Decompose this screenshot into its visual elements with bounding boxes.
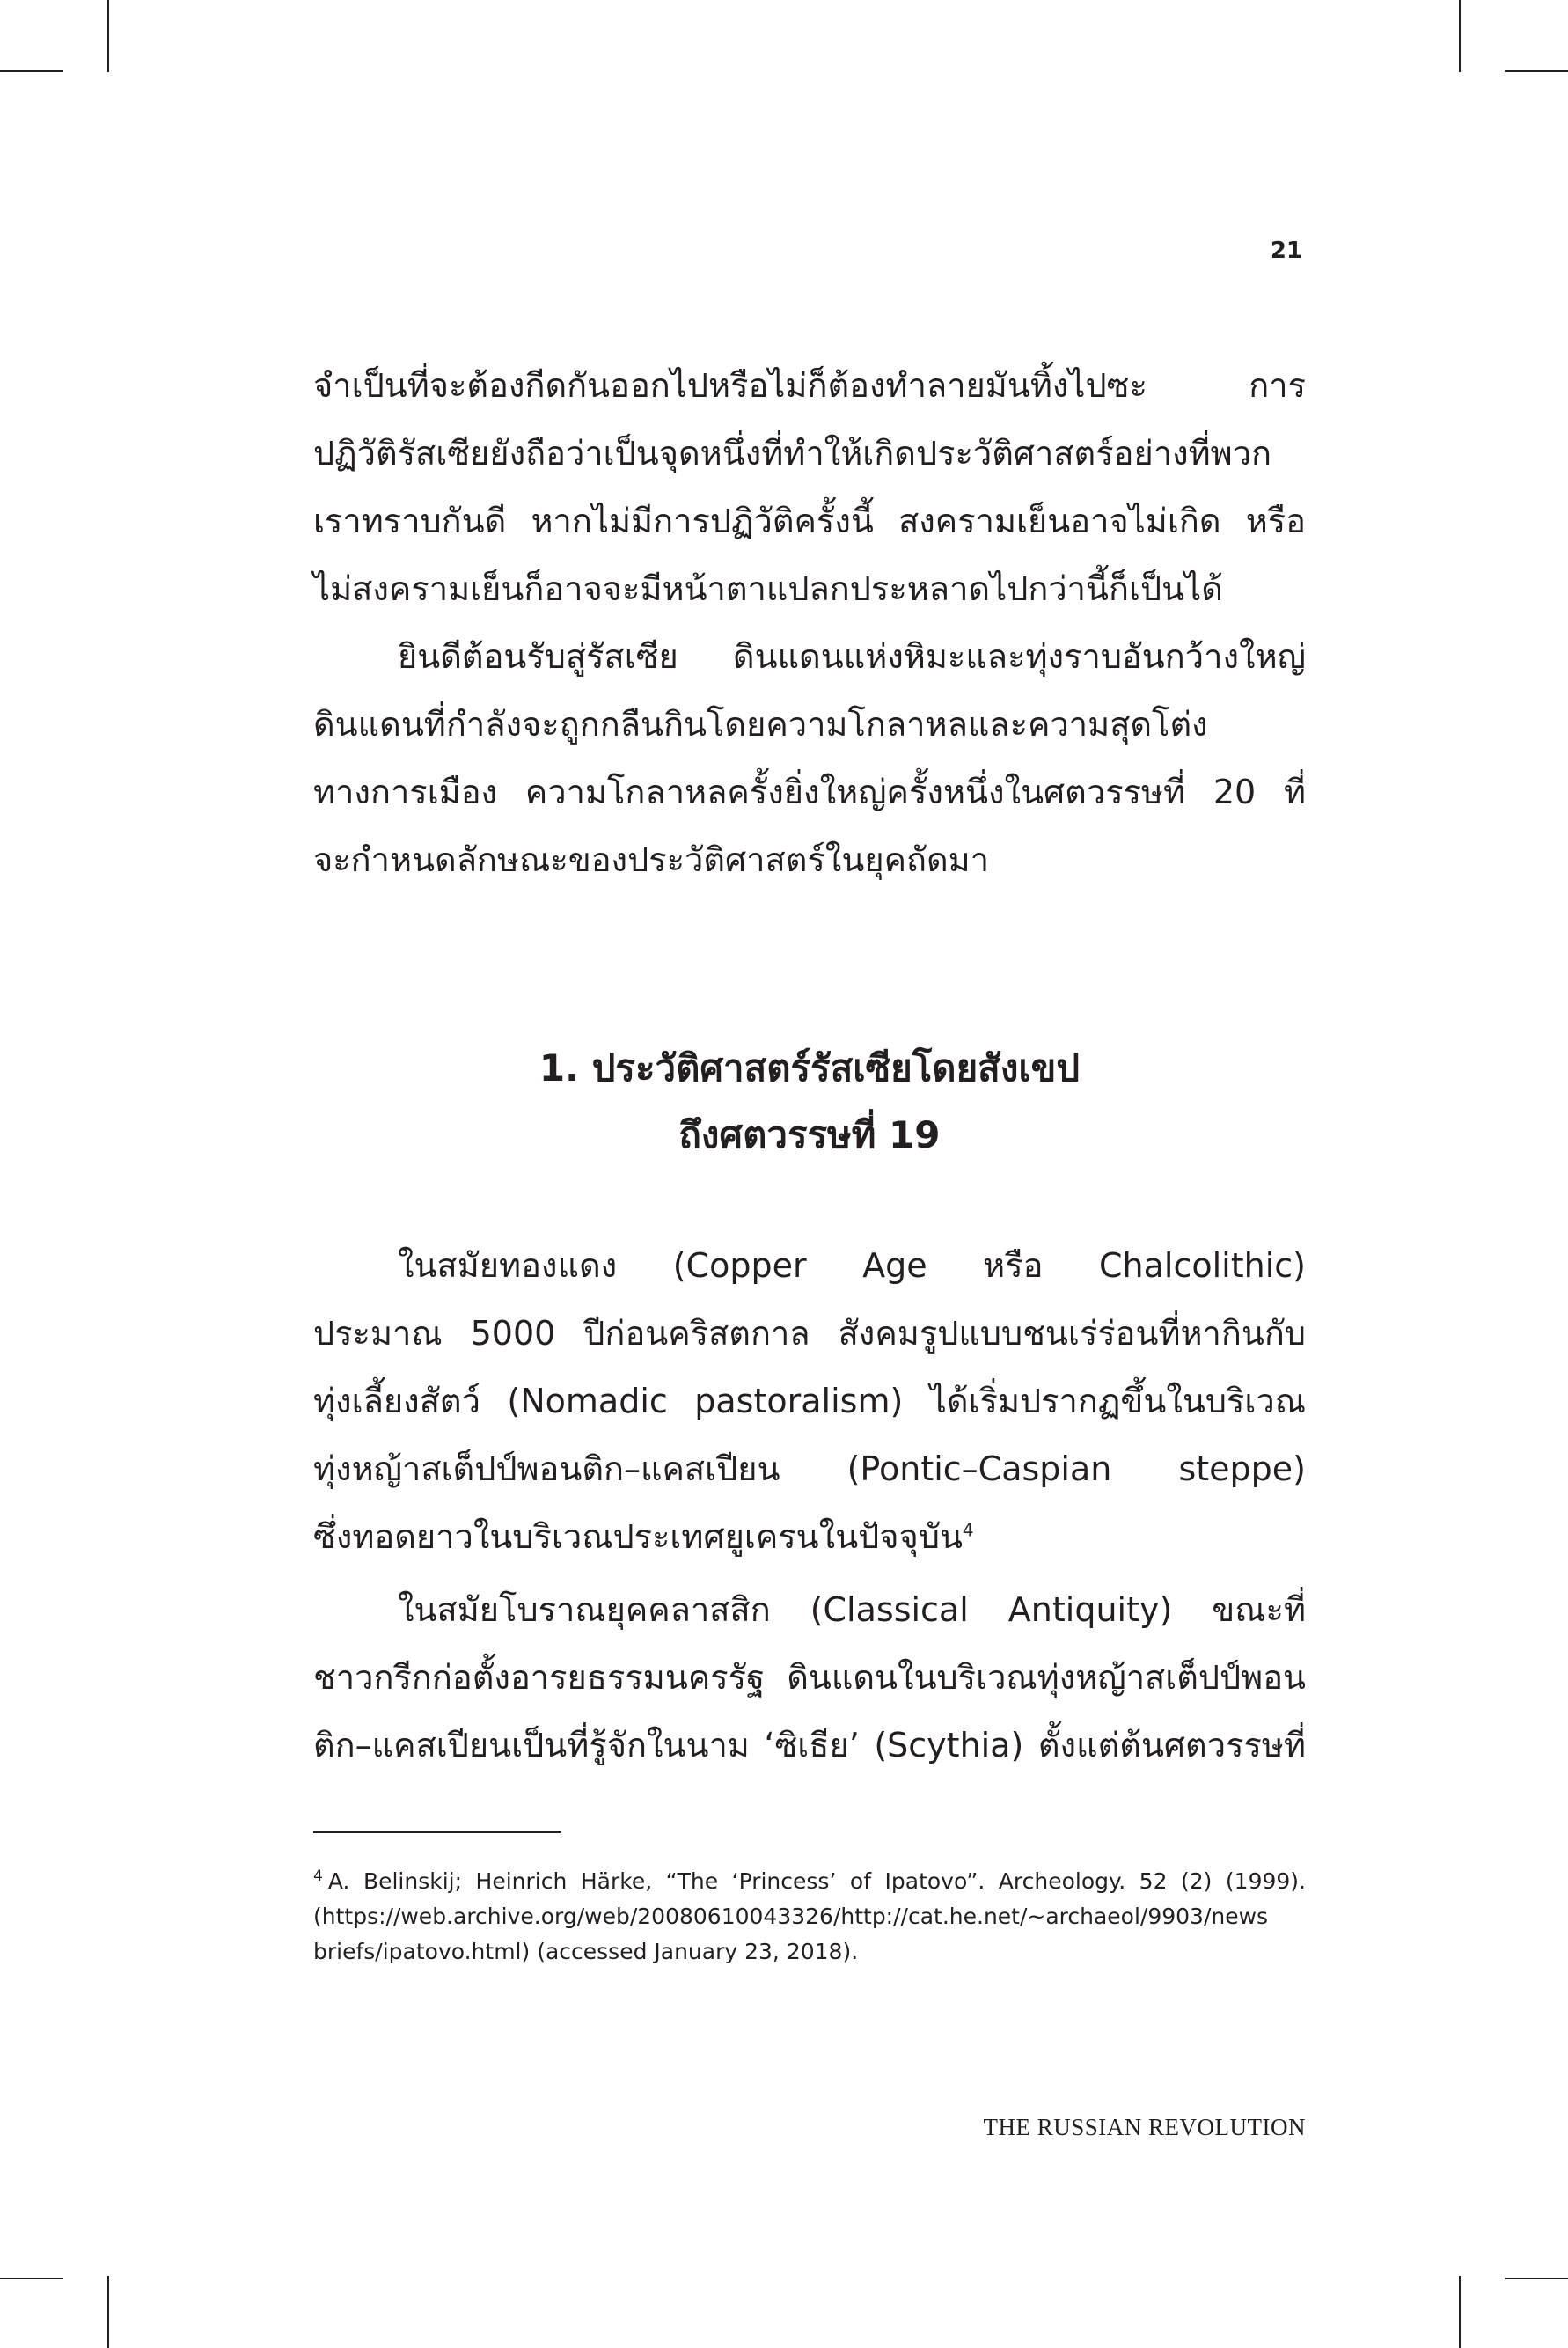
text-line-with-footnote — [313, 1515, 1306, 1558]
crop-mark — [1505, 70, 1568, 72]
footnote-reference: 4 — [962, 1519, 974, 1541]
text-line: ยินดีต้อนรับสู่รัสเซีย ดินแดนแห่งหิมะและทุ่งราบอันกว้างใหญ่ — [398, 637, 1306, 676]
text-line: ชาวกรีกก่อตั้งอารยธรรมนครรัฐ ดินแดนในบริเวณทุ่งหญ้าสเต็ปป์พอน — [313, 1658, 1306, 1697]
footnote-line — [313, 1867, 1306, 1896]
section-heading-line2: ถึงศตวรรษที่ 19 — [678, 1113, 941, 1156]
text-line: ไม่สงครามเย็นก็อาจจะมีหน้าตาแปลกประหลาดไปกว่านี้ก็เป็นได้ — [313, 569, 1223, 608]
crop-mark — [1459, 0, 1461, 72]
crop-mark — [107, 0, 109, 72]
text-line: ในสมัยโบราณยุคคลาสสิก (Classical Antiquity) ขณะที่ — [398, 1590, 1306, 1629]
footnote-marker: 4 — [313, 1867, 323, 1885]
section-heading-line1: 1. ประวัติศาสตร์รัสเซียโดยสังเขป — [539, 1046, 1081, 1090]
crop-mark — [1459, 2276, 1461, 2348]
footnote-text: A. Belinskij; Heinrich Härke, “The ‘Princess’ of Ipatovo”. Archeology. 52 (2) (1999). — [327, 1868, 1306, 1894]
footnote-line: (https://web.archive.org/web/20080610043326/http://cat.he.net/~archaeol/9903/news — [313, 1904, 1269, 1929]
text-line: จะกำหนดลักษณะของประวัติศาสตร์ในยุคถัดมา — [313, 840, 990, 879]
footnote-divider — [313, 1831, 561, 1833]
crop-mark — [1505, 2278, 1568, 2279]
text-line: ทางการเมือง ความโกลาหลครั้งยิ่งใหญ่ครั้งหนึ่งในศตวรรษที่ 20 ที่ — [313, 773, 1306, 811]
crop-mark — [0, 70, 63, 72]
text-line: ติก–แคสเปียนเป็นที่รู้จักในนาม ‘ซิเธีย’ (Scythia) ตั้งแต่ต้นศตวรรษที่ — [313, 1726, 1306, 1765]
text-line: จำเป็นที่จะต้องกีดกันออกไปหรือไม่ก็ต้องทำลายมันทิ้งไปซะ การ — [313, 366, 1306, 405]
text-line: ประมาณ 5000 ปีก่อนคริสตกาล สังคมรูปแบบชนเร่ร่อนที่หากินกับ — [313, 1314, 1306, 1353]
text-line: ทุ่งหญ้าสเต็ปป์พอนติก–แคสเปียน (Pontic–Caspian steppe) — [313, 1449, 1306, 1488]
text-line: เราทราบกันดี หากไม่มีการปฏิวัติครั้งนี้ สงครามเย็นอาจไม่เกิด หรือ — [313, 502, 1306, 540]
page-number: 21 — [1270, 238, 1302, 264]
crop-mark — [107, 2276, 109, 2348]
text-line: ในสมัยทองแดง (Copper Age หรือ Chalcolithic) — [398, 1246, 1306, 1285]
running-footer: THE RUSSIAN REVOLUTION — [983, 2114, 1306, 2140]
crop-mark — [0, 2278, 63, 2279]
text-line: ซึ่งทอดยาวในบริเวณประเทศยูเครนในปัจจุบัน — [313, 1517, 963, 1556]
footnote-line: briefs/ipatovo.html) (accessed January 23, 2018). — [313, 1939, 859, 1964]
text-line: ดินแดนที่กำลังจะถูกกลืนกินโดยความโกลาหลและความสุดโต่ง — [313, 705, 1208, 744]
text-line: ทุ่งเลี้ยงสัตว์ (Nomadic pastoralism) ได้เริ่มปรากฏขึ้นในบริเวณ — [313, 1382, 1306, 1420]
text-line: ปฏิวัติรัสเซียยังถือว่าเป็นจุดหนึ่งที่ทำให้เกิดประวัติศาสตร์อย่างที่พวก — [313, 434, 1272, 473]
